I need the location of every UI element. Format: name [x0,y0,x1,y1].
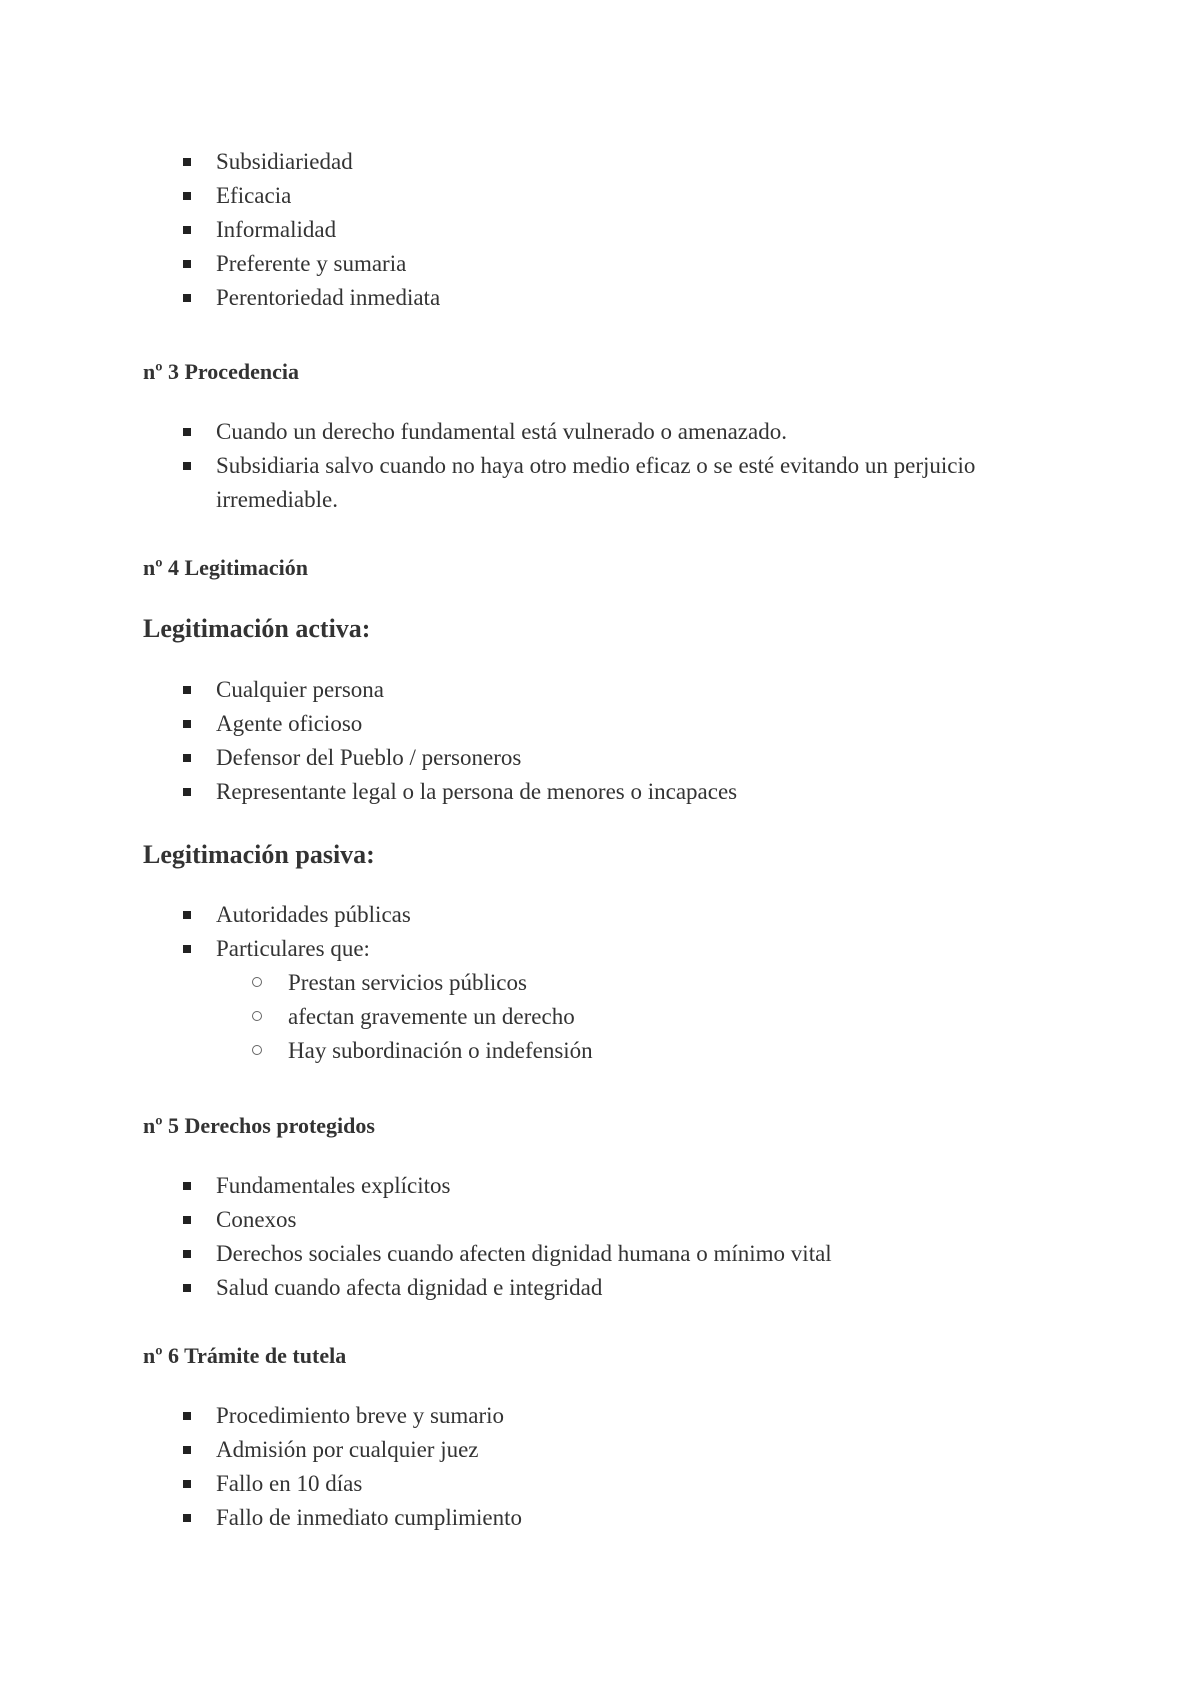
sublist-item: afectan gravemente un derecho [0,1000,1192,1034]
legitimacion-pasiva-list [0,898,1192,966]
list-item: Subsidiariedad [0,145,1192,179]
section-heading-derechos: nº 5 Derechos protegidos [143,1113,375,1138]
tramite-list [0,1399,1192,1535]
section-heading-procedencia: nº 3 Procedencia [143,359,299,384]
list-item: Procedimiento breve y sumario [0,1399,1192,1433]
list-item: Eficacia [0,179,1192,213]
list-item: Subsidiaria salvo cuando no haya otro medio eficaz o se esté evitando un perjuicio irremediable. [0,449,1192,517]
legitimacion-activa-list [0,673,1192,809]
section-heading-tramite: nº 6 Trámite de tutela [143,1343,347,1368]
section-heading-legitimacion: nº 4 Legitimación [143,555,308,580]
list-item: Autoridades públicas [0,898,1192,932]
list-item: Conexos [0,1203,1192,1237]
list-item: Fallo de inmediato cumplimiento [0,1501,1192,1535]
sublist-item: Prestan servicios públicos [0,966,1192,1000]
list-item: Cualquier persona [0,673,1192,707]
list-item: Representante legal o la persona de menores o incapaces [0,775,1192,809]
list-item: Salud cuando afecta dignidad e integridad [0,1271,1192,1305]
list-item: Perentoriedad inmediata [0,281,1192,315]
subheading-legitimacion-pasiva: Legitimación pasiva: [143,840,375,869]
sublist-item: Hay subordinación o indefensión [0,1034,1192,1068]
principles-list [0,145,1192,315]
subheading-legitimacion-activa: Legitimación activa: [143,614,371,643]
list-item: Informalidad [0,213,1192,247]
list-item: Defensor del Pueblo / personeros [0,741,1192,775]
list-item: Preferente y sumaria [0,247,1192,281]
procedencia-list [0,415,1192,517]
list-item: Fundamentales explícitos [0,1169,1192,1203]
list-item: Agente oficioso [0,707,1192,741]
list-item: Fallo en 10 días [0,1467,1192,1501]
list-item: Admisión por cualquier juez [0,1433,1192,1467]
list-item: Cuando un derecho fundamental está vulnerado o amenazado. [0,415,1192,449]
derechos-list [0,1169,1192,1305]
list-item: Particulares que: [0,932,1192,966]
list-item: Derechos sociales cuando afecten dignidad humana o mínimo vital [0,1237,1192,1271]
particulares-sublist [0,966,1192,1068]
